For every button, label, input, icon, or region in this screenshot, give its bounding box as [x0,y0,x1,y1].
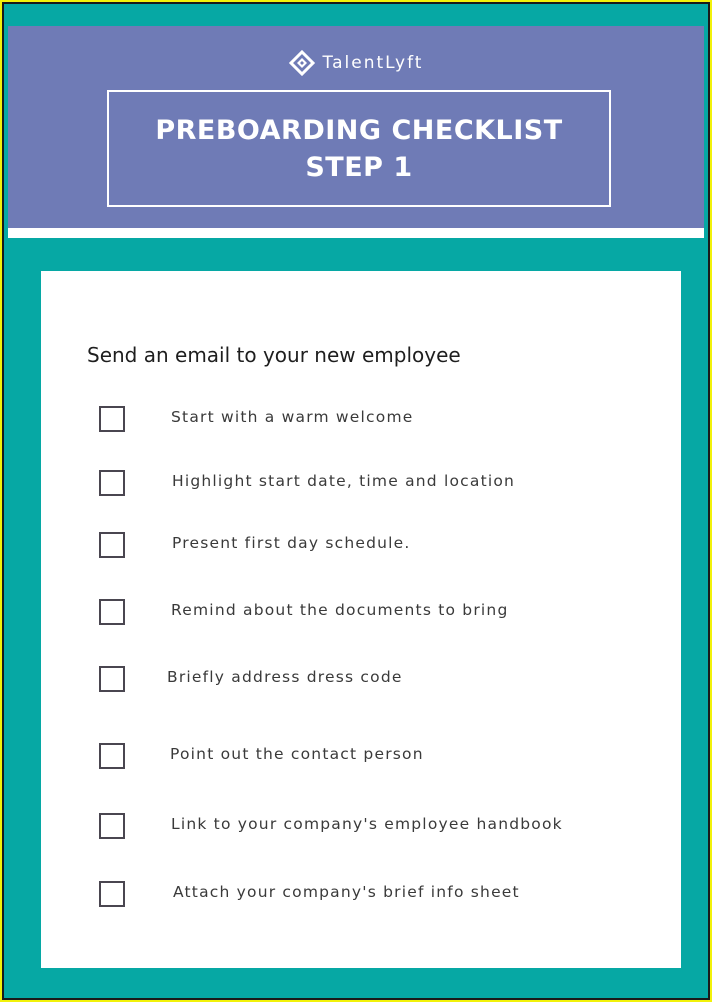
checklist-item-label: Briefly address dress code [167,668,403,686]
checklist-item [41,666,681,700]
checklist-page [2,2,710,1000]
checklist-item-label: Attach your company's brief info sheet [173,883,520,901]
checklist-item-label: Present first day schedule. [172,534,411,552]
checkbox[interactable] [99,406,125,432]
checklist-item [41,743,681,777]
checklist-item-label: Point out the contact person [170,745,424,763]
checkbox[interactable] [99,813,125,839]
checkbox[interactable] [99,532,125,558]
checklist-item [41,881,681,915]
checklist-item [41,813,681,847]
checklist-item-label: Remind about the documents to bring [171,601,509,619]
checkbox[interactable] [99,743,125,769]
page-title: PREBOARDING CHECKLIST [155,114,563,146]
checkbox[interactable] [99,666,125,692]
header-banner [8,26,704,228]
brand-logo [8,48,704,78]
checklist-item-label: Link to your company's employee handbook [171,815,563,833]
talentlyft-logo-icon [289,50,315,76]
checklist-item-label: Start with a warm welcome [171,408,414,426]
checklist-card [41,271,681,968]
brand-name: TalentLyft [322,53,424,73]
header-divider [8,228,704,238]
checklist-heading: Send an email to your new employee [87,343,461,367]
page-subtitle-step: STEP 1 [305,151,413,183]
checkbox[interactable] [99,881,125,907]
checkbox[interactable] [99,599,125,625]
checklist-item [41,406,681,440]
checklist-item [41,599,681,633]
checklist-item [41,470,681,504]
checkbox[interactable] [99,470,125,496]
title-box [107,90,611,207]
checklist-item [41,532,681,566]
checklist-item-label: Highlight start date, time and location [172,472,516,490]
